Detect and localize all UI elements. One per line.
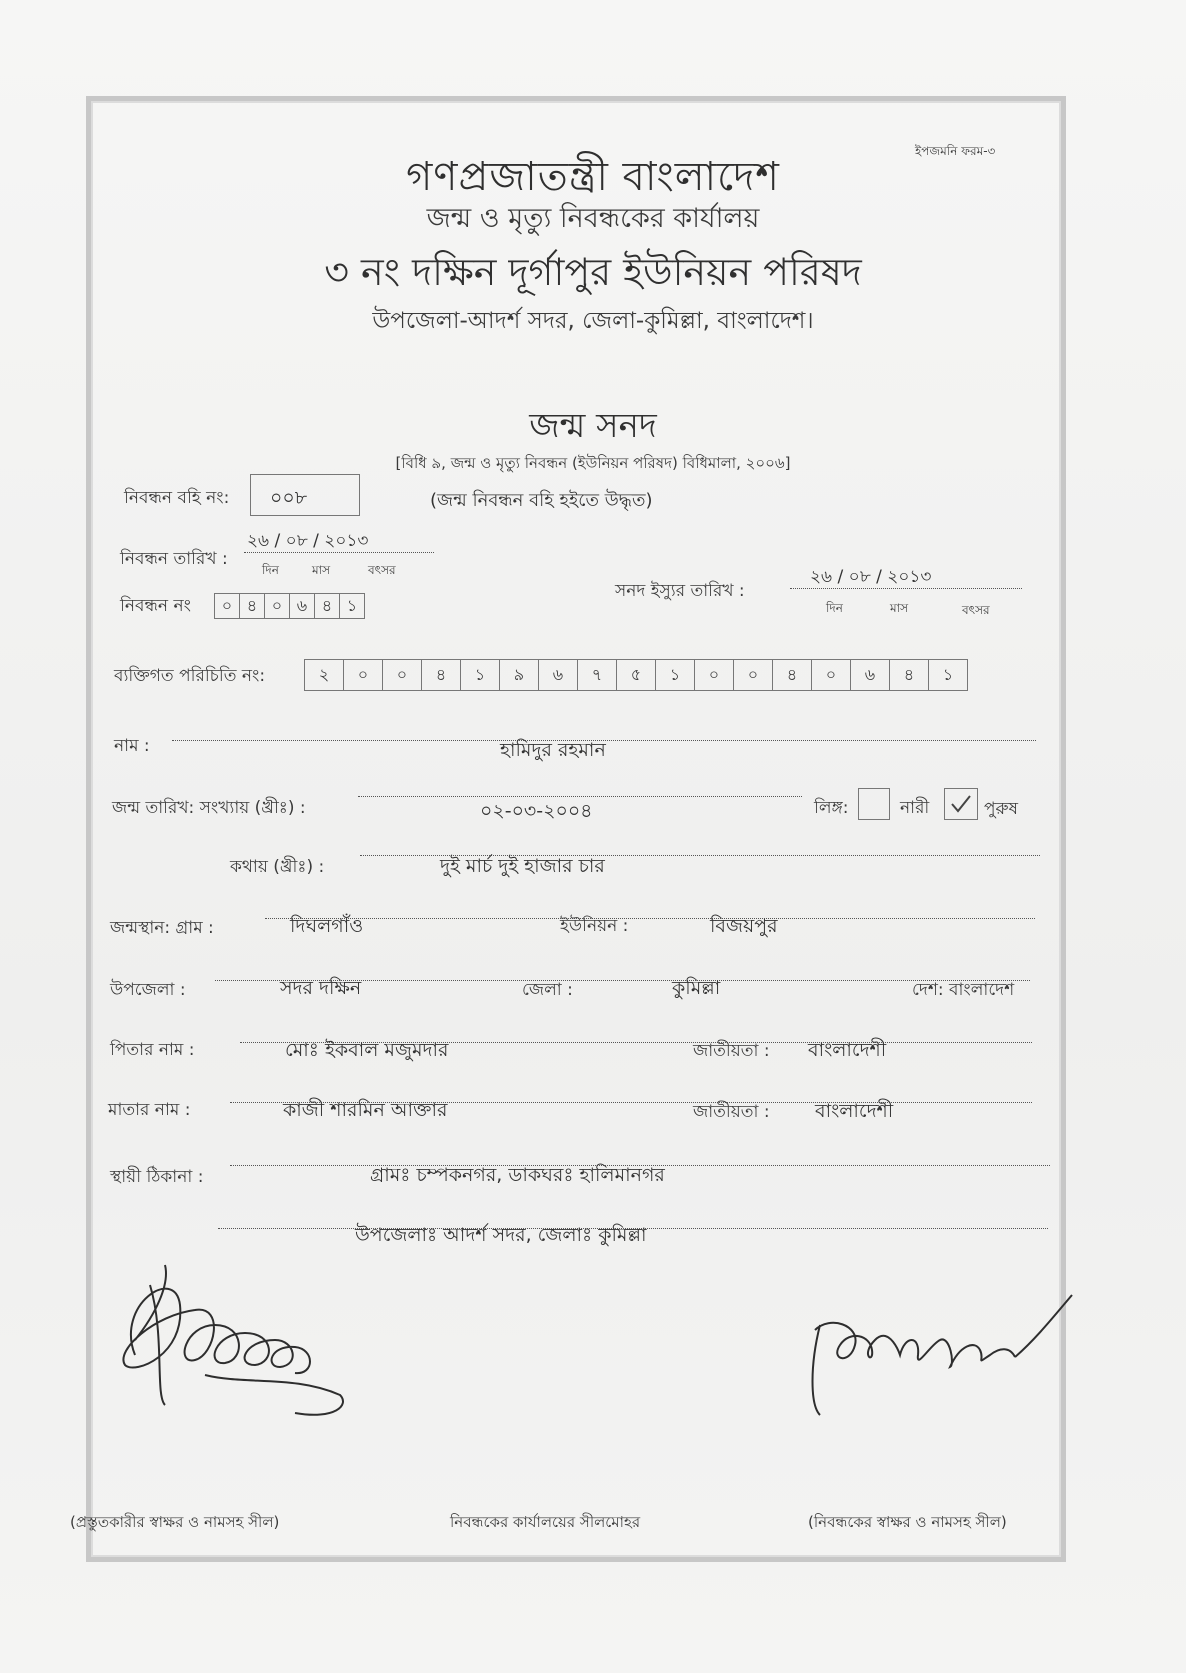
pid-digit: ৪	[772, 659, 811, 691]
address-line2-value: উপজেলাঃ আদর্শ সদর, জেলাঃ কুমিল্লা	[355, 1224, 647, 1246]
registration-date-line	[244, 552, 434, 553]
pid-digit: ৫	[616, 659, 655, 691]
pid-digit: ০	[343, 659, 382, 691]
birthplace-label: জন্মস্থান: গ্রাম :	[110, 918, 214, 938]
office-seal-caption: নিবন্ধকের কার্যালয়ের সীলমোহর	[450, 1513, 641, 1531]
reg-digit: ৬	[289, 593, 314, 619]
mother-nationality-label: জাতীয়তা :	[693, 1102, 770, 1122]
issue-date-value: ২৬ / ০৮ / ২০১৩	[810, 567, 932, 587]
upazila-label: উপজেলা :	[110, 980, 186, 1000]
pid-digit: ০	[733, 659, 772, 691]
union-title: ৩ নং দক্ষিন দূর্গাপুর ইউনিয়ন পরিষদ	[324, 250, 862, 294]
mother-nationality-value: বাংলাদেশী	[815, 1100, 894, 1122]
dob-words-label: কথায় (খ্রীঃ) :	[230, 857, 325, 877]
reg-digit: ৪	[239, 593, 264, 619]
preparer-caption: (প্রস্তুতকারীর স্বাক্ষর ও নামসহ সীল)	[70, 1513, 280, 1531]
check-icon	[945, 789, 977, 819]
male-checkbox	[944, 788, 978, 820]
reg-day-label: দিন	[262, 563, 279, 577]
personal-id-boxes	[304, 659, 968, 691]
certificate-title: জন্ম সনদ	[529, 406, 657, 446]
birthplace-village: দিঘলগাঁও	[290, 915, 364, 937]
birth-union-value: বিজয়পুর	[710, 915, 778, 937]
father-name-value: মোঃ ইকবাল মজুমদার	[285, 1039, 449, 1061]
pid-digit: ০	[694, 659, 733, 691]
book-number-value: ০০৮	[270, 487, 308, 509]
reg-year-label: বৎসর	[368, 563, 396, 577]
extract-note: (জন্ম নিবন্ধন বহি হইতে উদ্ধৃত)	[430, 490, 653, 511]
reg-month-label: মাস	[312, 563, 331, 577]
registrar-caption: (নিবন্ধকের স্বাক্ষর ও নামসহ সীল)	[808, 1513, 1007, 1531]
father-nationality-value: বাংলাদেশী	[808, 1039, 887, 1061]
pid-digit: ৬	[538, 659, 577, 691]
district-value: কুমিল্লা	[672, 977, 721, 999]
registration-date-value: ২৬ / ০৮ / ২০১৩	[247, 531, 369, 551]
reg-digit: ৪	[314, 593, 339, 619]
country-field: দেশ: বাংলাদেশ	[912, 980, 1015, 1000]
male-label: পুরুষ	[984, 799, 1018, 819]
registration-date-label: নিবন্ধন তারিখ :	[120, 549, 228, 569]
pid-digit: ১	[460, 659, 499, 691]
issue-date-label: সনদ ইস্যুর তারিখ :	[615, 581, 745, 601]
district-label: জেলা :	[522, 980, 573, 1000]
pid-digit: ৭	[577, 659, 616, 691]
pid-digit: ২	[304, 659, 343, 691]
preparer-signature	[95, 1245, 355, 1420]
female-checkbox	[858, 788, 890, 820]
registrar-signature	[800, 1285, 1080, 1430]
father-nationality-label: জাতীয়তা :	[693, 1041, 770, 1061]
dob-words-value: দুই মার্চ দুই হাজার চার	[440, 855, 605, 877]
pid-digit: ৪	[889, 659, 928, 691]
issue-day-label: দিন	[826, 601, 843, 615]
office-address: উপজেলা-আদর্শ সদর, জেলা-কুমিল্লা, বাংলাদেশ।	[372, 308, 814, 334]
gender-label: লিঙ্গ:	[814, 798, 849, 818]
office-title: জন্ম ও মৃত্যু নিবন্ধকের কার্যালয়	[426, 203, 760, 234]
personal-id-label: ব্যক্তিগত পরিচিতি নং:	[114, 666, 266, 686]
rule-reference: [বিধি ৯, জন্ম ও মৃত্যু নিবন্ধন (ইউনিয়ন পরিষদ) বিধিমালা, ২০০৬]	[395, 454, 791, 472]
dob-number-value: ০২-০৩-২০০৪	[480, 800, 593, 822]
name-label: নাম :	[114, 736, 150, 756]
name-value: হামিদুর রহমান	[500, 739, 606, 761]
birth-union-label: ইউনিয়ন :	[560, 916, 629, 936]
female-label: নারী	[900, 798, 930, 818]
address-line1-value: গ্রামঃ চম্পকনগর, ডাকঘরঃ হালিমানগর	[370, 1164, 665, 1186]
dob-number-label: জন্ম তারিখ: সংখ্যায় (খ্রীঃ) :	[112, 798, 306, 818]
pid-digit: ১	[655, 659, 694, 691]
mother-name-value: কাজী শারমিন আক্তার	[283, 1099, 448, 1121]
reg-digit: ১	[339, 593, 365, 619]
country-title: গণপ্রজাতন্ত্রী বাংলাদেশ	[406, 154, 780, 200]
pid-digit: ৪	[421, 659, 460, 691]
upazila-value: সদর দক্ষিন	[280, 977, 362, 999]
mother-name-label: মাতার নাম :	[108, 1100, 191, 1120]
registration-number-label: নিবন্ধন নং	[120, 596, 191, 616]
book-number-label: নিবন্ধন বহি নং:	[124, 488, 230, 508]
pid-digit: ০	[811, 659, 850, 691]
issue-date-line	[790, 588, 1022, 589]
pid-digit: ১	[928, 659, 968, 691]
pid-digit: ০	[382, 659, 421, 691]
reg-digit: ০	[214, 593, 239, 619]
father-name-label: পিতার নাম :	[110, 1040, 195, 1060]
permanent-address-label: স্থায়ী ঠিকানা :	[110, 1167, 204, 1187]
issue-month-label: মাস	[890, 601, 909, 615]
birthplace-line	[265, 918, 1035, 919]
pid-digit: ৯	[499, 659, 538, 691]
issue-year-label: বৎসর	[962, 603, 990, 617]
registration-number-boxes	[214, 593, 365, 619]
form-code: ইপজমনি ফরম-৩	[915, 144, 996, 158]
reg-digit: ০	[264, 593, 289, 619]
pid-digit: ৬	[850, 659, 889, 691]
